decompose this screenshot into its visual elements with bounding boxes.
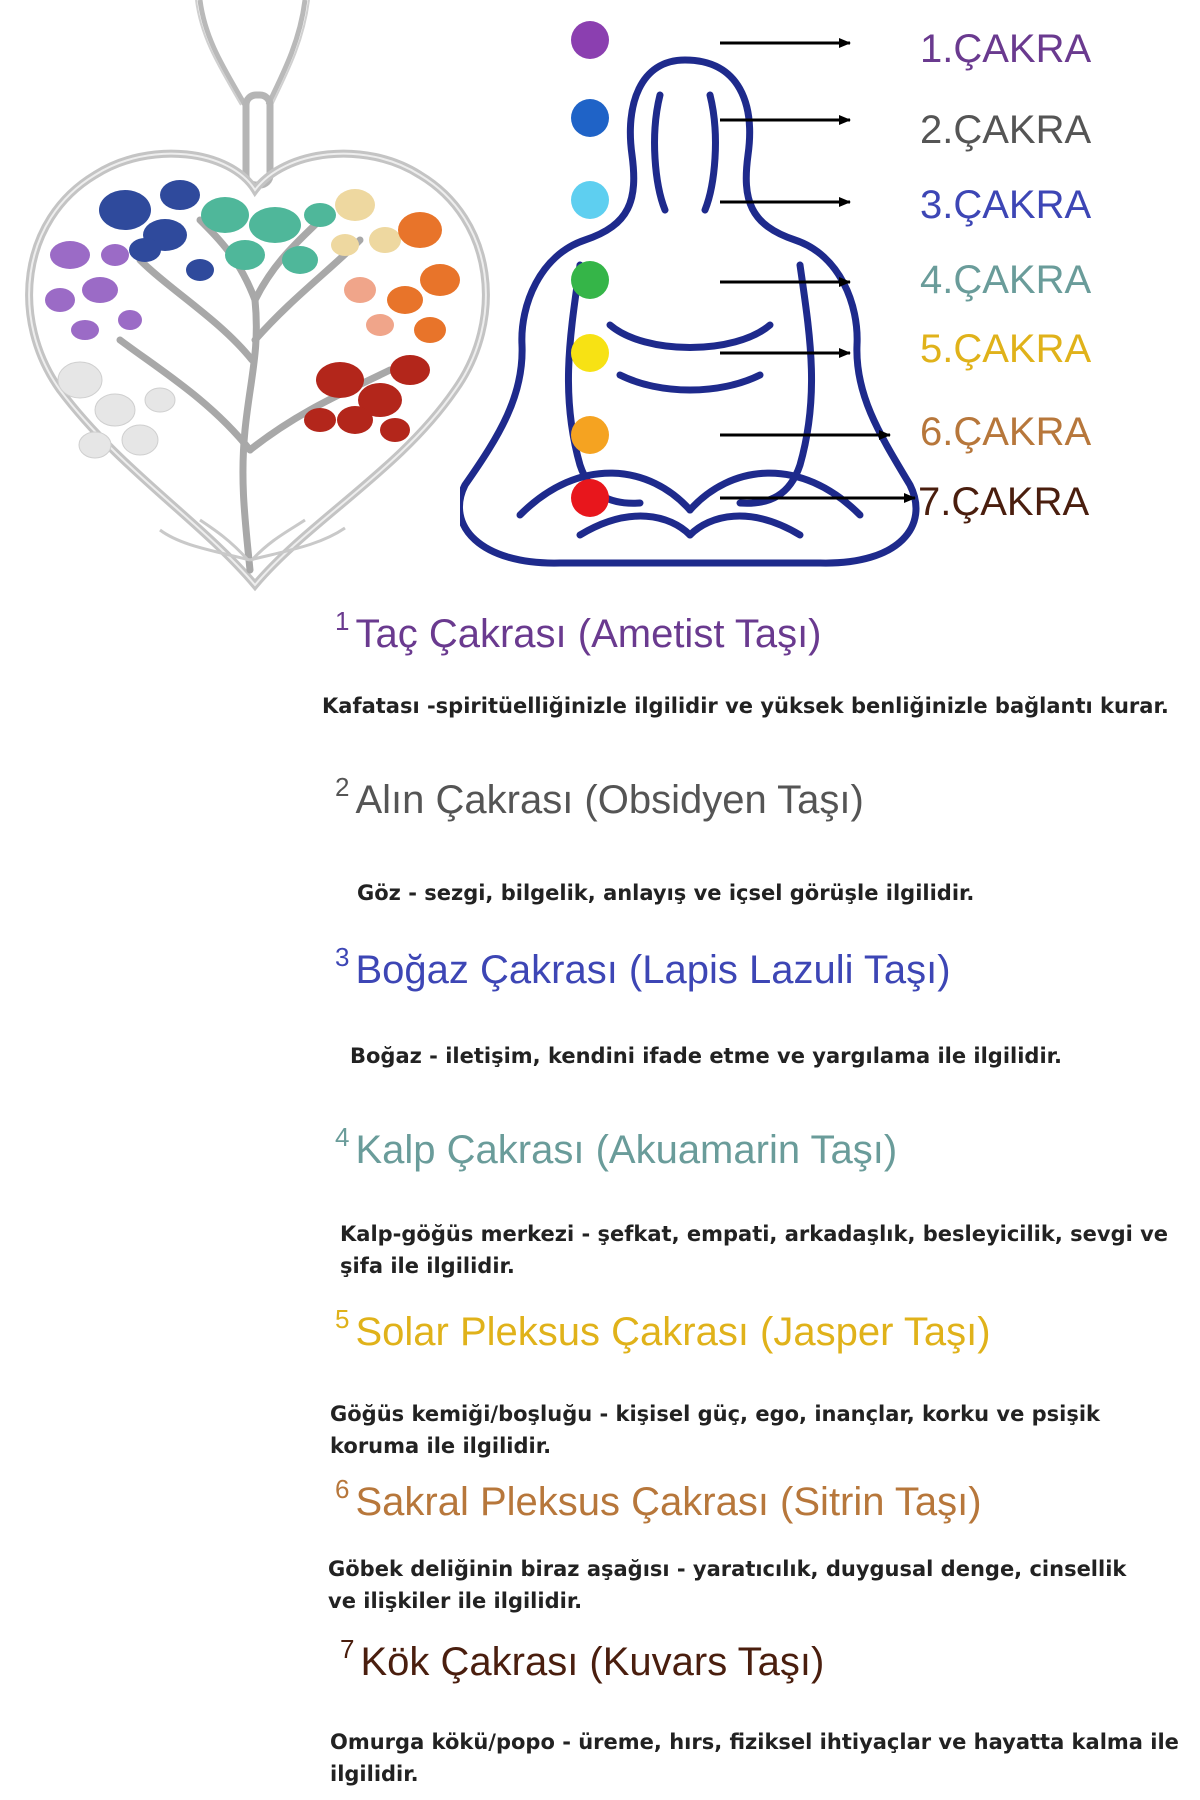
section-desc-5: Göğüs kemiği/boşluğu - kişisel güç, ego, inançlar, korku ve psişik koruma ile ilgilidir. bbox=[330, 1402, 1101, 1458]
chakra-label-7: 7.ÇAKRA bbox=[918, 480, 1090, 524]
section-number-6: 6 bbox=[335, 1474, 350, 1504]
section-number-5: 5 bbox=[335, 1304, 350, 1334]
chakra-dot-1 bbox=[571, 21, 609, 59]
chakra-label-6: 6.ÇAKRA bbox=[920, 410, 1092, 454]
section-number-3: 3 bbox=[335, 942, 350, 972]
section-heading-7: Kök Çakrası (Kuvars Taşı) bbox=[360, 1640, 825, 1684]
section-desc-2: Göz - sezgi, bilgelik, anlayış ve içsel görüşle ilgilidir. bbox=[357, 881, 975, 905]
chakra-dot-5 bbox=[571, 334, 609, 372]
section-title-2 bbox=[335, 772, 864, 823]
chakra-dot-6 bbox=[571, 416, 609, 454]
chakra-label-3: 3.ÇAKRA bbox=[920, 183, 1092, 227]
section-number-4: 4 bbox=[335, 1122, 350, 1152]
section-title-5 bbox=[335, 1304, 991, 1355]
chakra-label-2: 2.ÇAKRA bbox=[920, 108, 1092, 152]
section-desc-1: Kafatası -spiritüelliğinizle ilgilidir ve yüksek benliğinizle bağlantı kurar. bbox=[322, 694, 1169, 718]
section-heading-2: Alın Çakrası (Obsidyen Taşı) bbox=[355, 778, 864, 822]
chakra-label-4: 4.ÇAKRA bbox=[920, 258, 1092, 302]
chakra-dot-4 bbox=[571, 261, 609, 299]
section-desc-3: Boğaz - iletişim, kendini ifade etme ve yargılama ile ilgilidir. bbox=[350, 1044, 1063, 1068]
tree-of-life-pendant-image bbox=[0, 0, 520, 600]
section-heading-6: Sakral Pleksus Çakrası (Sitrin Taşı) bbox=[355, 1480, 982, 1524]
section-desc-6: Göbek deliğinin biraz aşağısı - yaratıcılık, duygusal denge, cinsellik ve ilişkiler ile ilgilidir. bbox=[328, 1557, 1127, 1613]
chakra-dot-2 bbox=[571, 99, 609, 137]
section-title-3 bbox=[335, 942, 951, 993]
chakra-dot-3 bbox=[571, 181, 609, 219]
section-desc-4: Kalp-göğüs merkezi - şefkat, empati, arkadaşlık, besleyicilik, sevgi ve şifa ile ilgilidir. bbox=[340, 1222, 1169, 1278]
chakra-label-5: 5.ÇAKRA bbox=[920, 327, 1092, 371]
section-title-4 bbox=[335, 1122, 898, 1173]
section-title-7 bbox=[340, 1634, 825, 1685]
section-title-6 bbox=[335, 1474, 982, 1525]
section-number-7: 7 bbox=[340, 1634, 355, 1664]
chakra-dot-7 bbox=[571, 479, 609, 517]
chakra-arrows bbox=[700, 0, 930, 560]
section-number-2: 2 bbox=[335, 772, 350, 802]
section-heading-1: Taç Çakrası (Ametist Taşı) bbox=[355, 612, 822, 656]
section-title-1 bbox=[335, 606, 822, 657]
section-desc-7: Omurga kökü/popo - üreme, hırs, fiziksel ihtiyaçlar ve hayatta kalma ile ilgilidir. bbox=[330, 1730, 1179, 1786]
section-heading-4: Kalp Çakrası (Akuamarin Taşı) bbox=[355, 1128, 898, 1172]
section-heading-3: Boğaz Çakrası (Lapis Lazuli Taşı) bbox=[355, 948, 951, 992]
section-heading-5: Solar Pleksus Çakrası (Jasper Taşı) bbox=[355, 1310, 991, 1354]
chakra-label-1: 1.ÇAKRA bbox=[920, 27, 1092, 71]
section-number-1: 1 bbox=[335, 606, 350, 636]
